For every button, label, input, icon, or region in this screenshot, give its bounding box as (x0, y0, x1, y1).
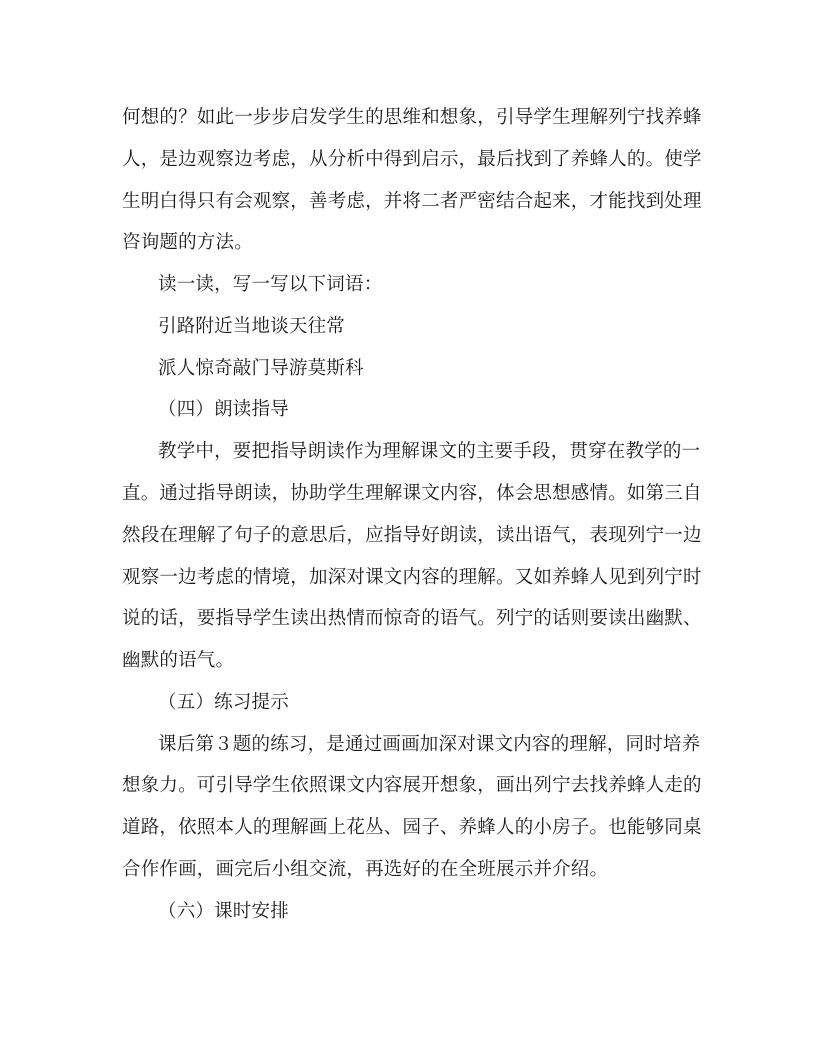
paragraph-line: 然段在理解了句子的意思后，应指导好朗读，读出语气，表现列宁一边 (122, 525, 702, 546)
paragraph-line: 直。通过指导朗读，协助学生理解课文内容，体会思想感情。如第三自 (122, 483, 702, 504)
exercise-instruction: 读一读，写一写以下词语： (158, 274, 383, 295)
vocabulary-line: 派人惊奇敲门导游莫斯科 (158, 358, 364, 379)
paragraph-line: 人，是边观察边考虑，从分析中得到启示，最后找到了养蜂人的。使学 (122, 149, 702, 170)
paragraph-line: 道路，依照本人的理解画上花丛、园子、养蜂人的小房子。也能够同桌 (122, 817, 702, 838)
paragraph-line: 教学中，要把指导朗读作为理解课文的主要手段，贯穿在教学的一 (158, 441, 701, 462)
section-heading: （四）朗读指导 (158, 399, 289, 420)
paragraph-line: 何想的？如此一步步启发学生的思维和想象，引导学生理解列宁找养蜂 (122, 107, 702, 128)
vocabulary-line: 引路附近当地谈天往常 (158, 316, 346, 337)
paragraph-line: 幽默的语气。 (122, 650, 235, 671)
paragraph-line: 咨询题的方法。 (122, 232, 253, 253)
section-heading: （六）课时安排 (158, 901, 289, 922)
paragraph-line: 观察一边考虑的情境，加深对课文内容的理解。又如养蜂人见到列宁时 (122, 567, 702, 588)
section-heading: （五）练习提示 (158, 692, 289, 713)
paragraph-line: 说的话，要指导学生读出热情而惊奇的语气。列宁的话则要读出幽默、 (122, 608, 702, 629)
paragraph-line: 课后第３题的练习，是通过画画加深对课文内容的理解，同时培养 (158, 734, 701, 755)
paragraph-line: 生明白得只有会观察，善考虑，并将二者严密结合起来，才能找到处理 (122, 191, 702, 212)
paragraph-line: 合作作画，画完后小组交流，再选好的在全班展示并介绍。 (122, 859, 609, 880)
paragraph-line: 想象力。可引导学生依照课文内容展开想象，画出列宁去找养蜂人走的 (122, 775, 702, 796)
